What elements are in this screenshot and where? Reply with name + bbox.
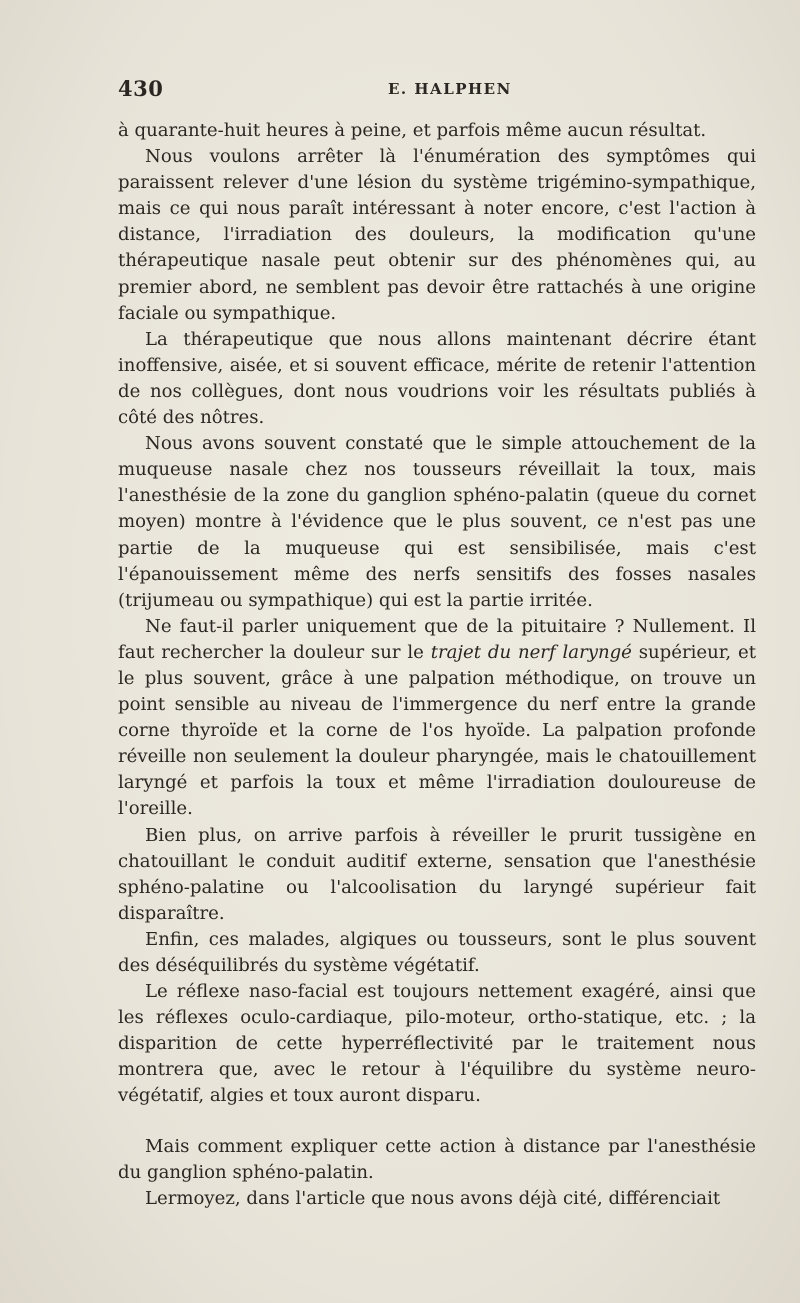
page-header <box>118 76 758 106</box>
paragraph-5-text-a: Ne faut-il parler uniquement que de la pituitaire ? Nullement. Il faut rechercher la douleur sur le <box>118 615 756 663</box>
paragraph-5 <box>118 614 756 823</box>
paragraph-8: Le réflexe naso-facial est toujours nettement exagéré, ainsi que les réflexes oculo-cardiaque, pilo-moteur, ortho-statique, etc. ; la disparition de cette hyperréflectivité par le traitement nous montrera que, avec le retour à l'équilibre du système neuro-végétatif, algies et toux auront disparu. <box>118 981 756 1107</box>
running-head: E. HALPHEN <box>388 80 512 98</box>
paragraph-2: Nous voulons arrêter là l'énumération des symptômes qui paraissent relever d'une lésion du système trigémino-sympathique, mais ce qui nous paraît intéressant à noter encore, c'est l'action à distance, l'irradiation des douleurs, la modification qu'une thérapeutique nasale peut obtenir sur des phénomènes qui, au premier abord, ne semblent pas devoir être rattachés à une origine faciale ou sympathique. <box>118 146 756 324</box>
paragraph-4: Nous avons souvent constaté que le simple attouchement de la muqueuse nasale chez nos tousseurs réveillait la toux, mais l'anesthésie de la zone du ganglion sphéno-palatin (queue du cornet moyen) montre à l'évidence que le plus souvent, ce n'est pas une partie de la muqueuse qui est sensibilisée, mais c'est l'épanouissement même des nerfs sensitifs des fosses nasales (trijumeau ou sympathique) qui est la partie irritée. <box>118 433 756 611</box>
page-number: 430 <box>118 76 164 101</box>
paragraph-3: La thérapeutique que nous allons maintenant décrire étant inoffensive, aisée, et si souvent efficace, mérite de retenir l'attention de nos collègues, dont nous voudrions voir les résultats publiés à côté des nôtres. <box>118 328 756 429</box>
paragraph-5-text-b: supérieur, et le plus souvent, grâce à une palpation méthodique, on trouve un point sensible au niveau de l'immergence du nerf entre la grande corne thyroïde et la corne de l'os hyoïde. La palpation profonde réveille non seulement la douleur pharyngée, mais le chatouillement laryngé et parfois la toux et même l'irradiation douloureuse de l'oreille. <box>118 641 756 820</box>
paragraph-9: Mais comment expliquer cette action à distance par l'anesthésie du ganglion sphéno-palatin. <box>118 1135 756 1183</box>
paragraph-1: à quarante-huit heures à peine, et parfois même aucun résultat. <box>118 120 707 141</box>
paragraph-6: Bien plus, on arrive parfois à réveiller le prurit tussigène en chatouillant le conduit auditif externe, sensation que l'anesthésie sphéno-palatine ou l'alcoolisation du laryngé supérieur fait disparaître. <box>118 824 756 924</box>
page-body <box>118 118 756 1212</box>
paragraph-7: Enfin, ces malades, algiques ou tousseurs, sont le plus souvent des déséquilibrés du système végétatif. <box>118 928 756 976</box>
paragraph-5-italic: trajet du nerf laryngé <box>430 641 632 663</box>
paragraph-10: Lermoyez, dans l'article que nous avons déjà cité, différenciait <box>145 1187 721 1209</box>
